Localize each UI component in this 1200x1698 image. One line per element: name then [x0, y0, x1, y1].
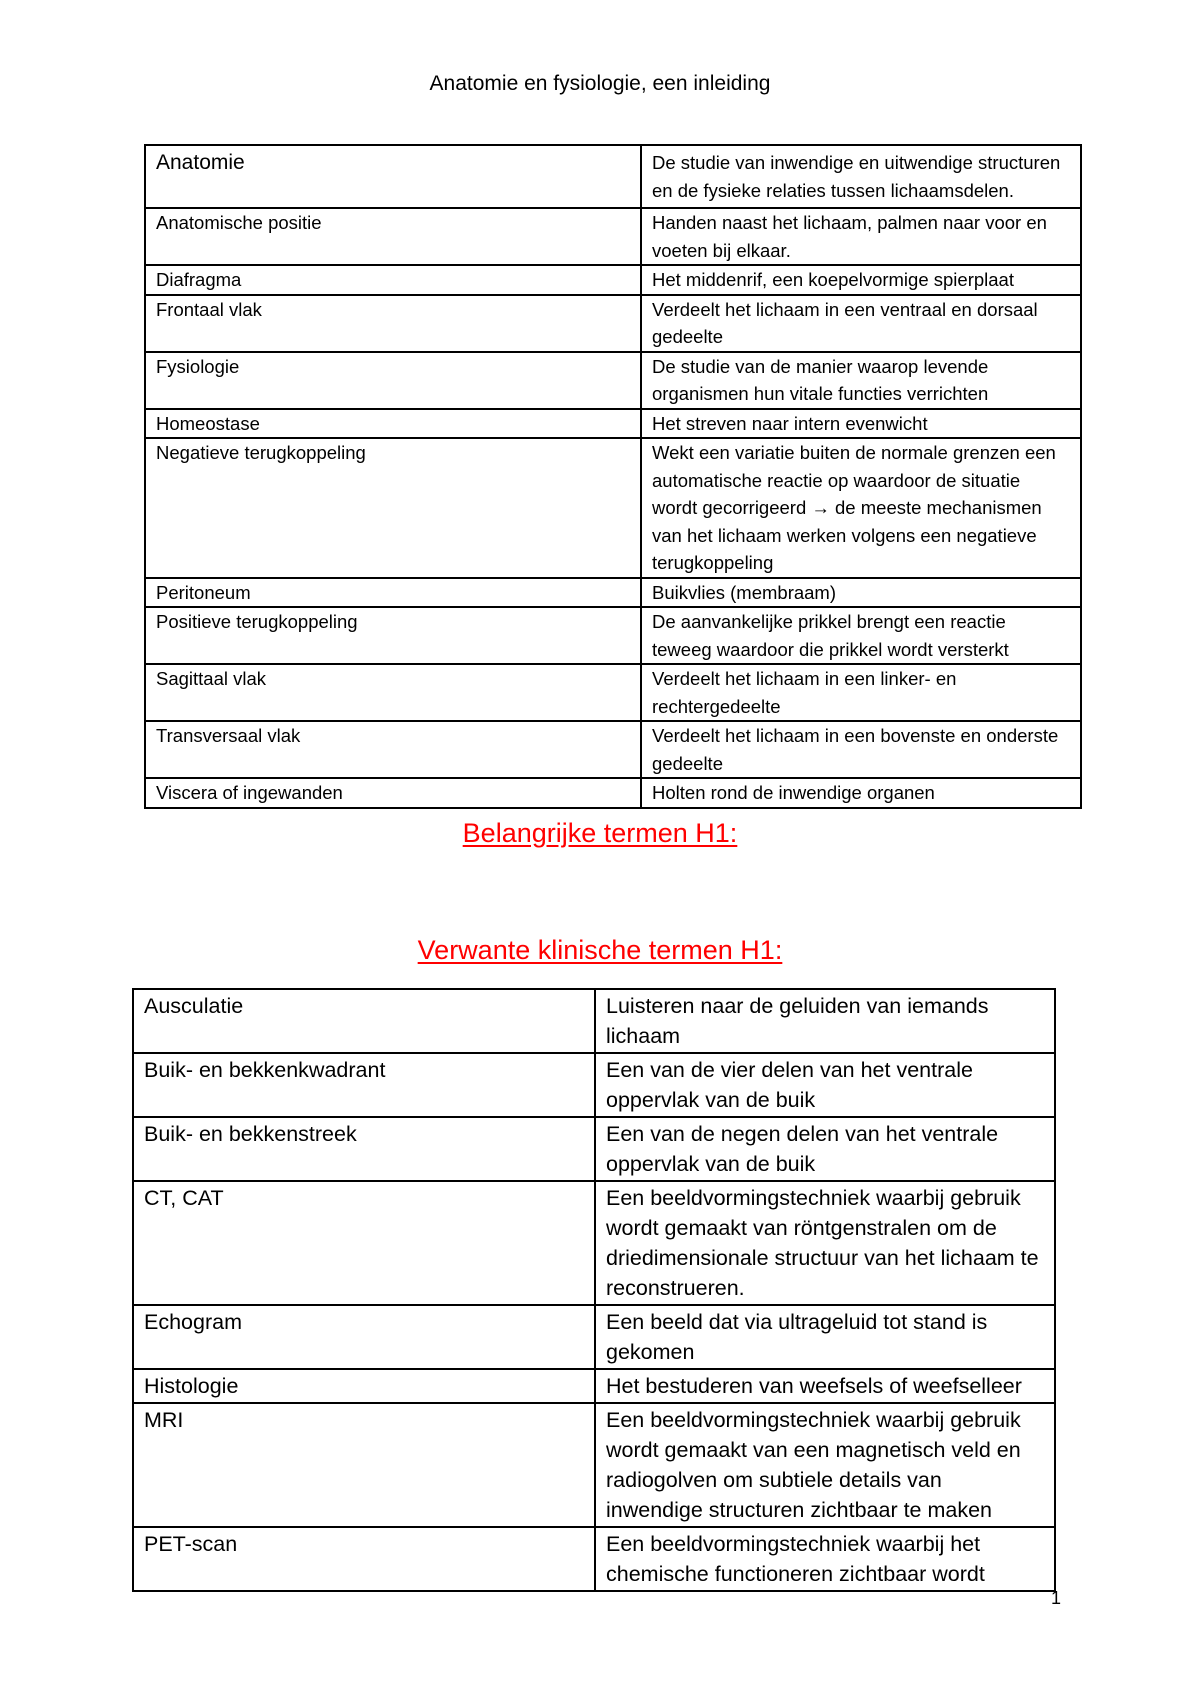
table-row — [145, 578, 1081, 608]
term-cell: Echogram — [133, 1305, 595, 1369]
table-row — [145, 409, 1081, 439]
definition-cell: Een van de vier delen van het ventrale oppervlak van de buik — [595, 1053, 1055, 1117]
term-cell: Anatomie — [145, 145, 641, 208]
table-row — [145, 352, 1081, 409]
term-cell: Negatieve terugkoppeling — [145, 438, 641, 578]
definition-cell: Wekt een variatie buiten de normale grenzen een automatische reactie op waardoor de situatie wordt gecorrigeerd → de meeste mechanismen van het lichaam werken volgens een negatieve terugkoppeling — [641, 438, 1081, 578]
term-cell: Anatomische positie — [145, 208, 641, 265]
term-cell: Buik- en bekkenkwadrant — [133, 1053, 595, 1117]
table-row — [145, 295, 1081, 352]
table-row — [133, 1181, 1055, 1305]
definition-cell: Het bestuderen van weefsels of weefselleer — [595, 1369, 1055, 1403]
table-row — [145, 721, 1081, 778]
table-row — [133, 1527, 1055, 1591]
definition-cell: De studie van inwendige en uitwendige structuren en de fysieke relaties tussen lichaamsdelen. — [641, 145, 1081, 208]
table-row — [133, 1369, 1055, 1403]
term-cell: Peritoneum — [145, 578, 641, 608]
term-cell: Diafragma — [145, 265, 641, 295]
definition-cell: Een beeldvormingstechniek waarbij gebruik wordt gemaakt van röntgenstralen om de driedimensionale structuur van het lichaam te reconstrueren. — [595, 1181, 1055, 1305]
definition-cell: Een beeldvormingstechniek waarbij het chemische functioneren zichtbaar wordt — [595, 1527, 1055, 1591]
term-cell: Buik- en bekkenstreek — [133, 1117, 595, 1181]
table-row — [145, 265, 1081, 295]
table-row — [133, 1117, 1055, 1181]
terms-table-anatomy — [144, 144, 1082, 809]
definition-cell: Verdeelt het lichaam in een linker- en rechtergedeelte — [641, 664, 1081, 721]
page-title: Anatomie en fysiologie, een inleiding — [429, 72, 771, 95]
table-row — [145, 778, 1081, 808]
table-row — [145, 208, 1081, 265]
term-cell: Sagittaal vlak — [145, 664, 641, 721]
table-row — [145, 438, 1081, 578]
table-row — [133, 1053, 1055, 1117]
definition-cell: Een beeld dat via ultrageluid tot stand is gekomen — [595, 1305, 1055, 1369]
definition-cell: Verdeelt het lichaam in een bovenste en onderste gedeelte — [641, 721, 1081, 778]
definition-cell: De aanvankelijke prikkel brengt een reactie teweeg waardoor die prikkel wordt versterkt — [641, 607, 1081, 664]
definition-cell: Buikvlies (membraam) — [641, 578, 1081, 608]
term-cell: Ausculatie — [133, 989, 595, 1053]
term-cell: MRI — [133, 1403, 595, 1527]
term-cell: Homeostase — [145, 409, 641, 439]
page-number: 1 — [1050, 1588, 1061, 1608]
definition-cell: Verdeelt het lichaam in een ventraal en dorsaal gedeelte — [641, 295, 1081, 352]
definition-cell: Luisteren naar de geluiden van iemands lichaam — [595, 989, 1055, 1053]
term-cell: Positieve terugkoppeling — [145, 607, 641, 664]
definition-cell: Holten rond de inwendige organen — [641, 778, 1081, 808]
definition-cell: Een van de negen delen van het ventrale oppervlak van de buik — [595, 1117, 1055, 1181]
term-cell: Transversaal vlak — [145, 721, 641, 778]
table-row — [133, 1403, 1055, 1527]
definition-cell: Handen naast het lichaam, palmen naar voor en voeten bij elkaar. — [641, 208, 1081, 265]
term-cell: CT, CAT — [133, 1181, 595, 1305]
table-row — [145, 145, 1081, 208]
table-row — [145, 664, 1081, 721]
table-row — [133, 1305, 1055, 1369]
heading-belangrijke-termen: Belangrijke termen H1: — [462, 818, 738, 848]
definition-cell: Het middenrif, een koepelvormige spierplaat — [641, 265, 1081, 295]
term-cell: PET-scan — [133, 1527, 595, 1591]
terms-table-clinical — [132, 988, 1056, 1592]
term-cell: Frontaal vlak — [145, 295, 641, 352]
term-cell: Fysiologie — [145, 352, 641, 409]
term-cell: Histologie — [133, 1369, 595, 1403]
definition-cell: Een beeldvormingstechniek waarbij gebruik wordt gemaakt van een magnetisch veld en radiogolven om subtiele details van inwendige structuren zichtbaar te maken — [595, 1403, 1055, 1527]
table-row — [133, 989, 1055, 1053]
term-cell: Viscera of ingewanden — [145, 778, 641, 808]
definition-cell: De studie van de manier waarop levende organismen hun vitale functies verrichten — [641, 352, 1081, 409]
definition-cell: Het streven naar intern evenwicht — [641, 409, 1081, 439]
table-row — [145, 607, 1081, 664]
heading-verwante-klinische-termen: Verwante klinische termen H1: — [417, 935, 783, 965]
